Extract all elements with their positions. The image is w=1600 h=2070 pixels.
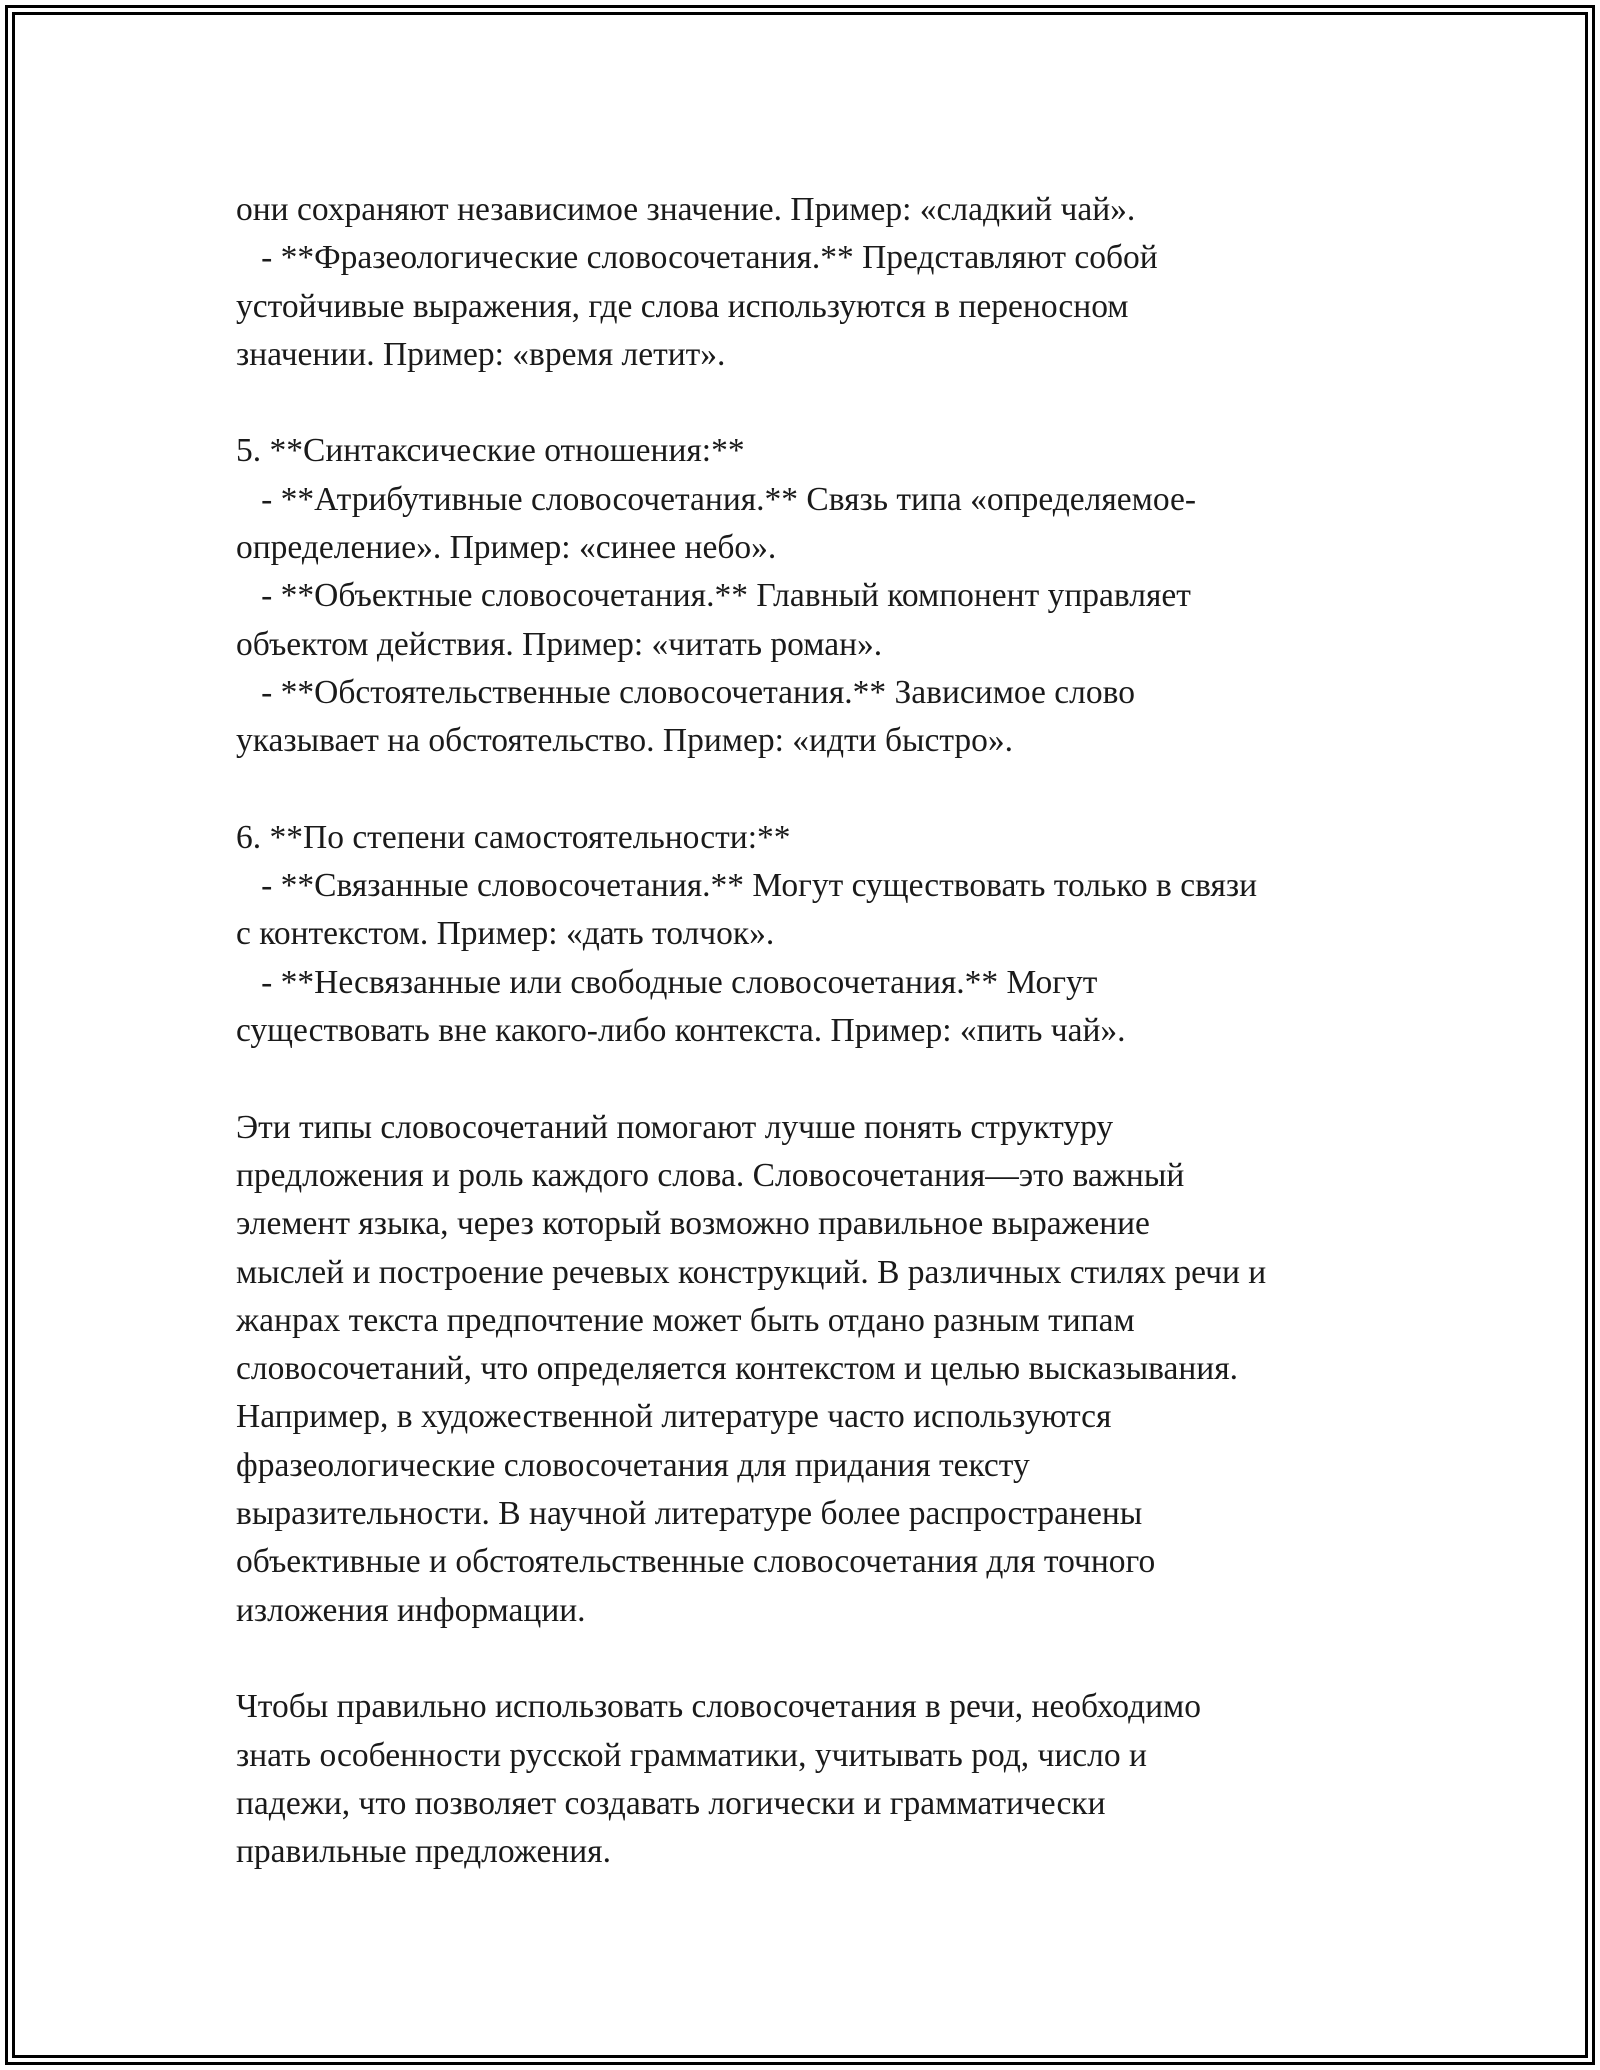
text-line: Например, в художественной литературе часто используются (236, 1398, 1112, 1436)
text-line: - **Обстоятельственные словосочетания.** Зависимое слово (236, 673, 1135, 711)
blank-line (236, 1055, 1396, 1103)
text-line: выразительности. В научной литературе более распространены (236, 1495, 1143, 1533)
text-line: изложения информации. (236, 1591, 586, 1629)
section-heading: 5. **Синтаксические отношения:** (236, 432, 745, 470)
text-line: - **Несвязанные или свободные словосочетания.** Могут (236, 963, 1098, 1001)
text-line: жанрах текста предпочтение может быть отдано разным типам (236, 1301, 1135, 1339)
text-line: - **Объектные словосочетания.** Главный компонент управляет (236, 577, 1191, 615)
text-line: указывает на обстоятельство. Пример: «идти быстро». (236, 722, 1014, 760)
section-heading: 6. **По степени самостоятельности:** (236, 818, 791, 856)
text-line: объективные и обстоятельственные словосочетания для точного (236, 1543, 1156, 1581)
text-line: словосочетаний, что определяется контекстом и целью высказывания. (236, 1350, 1238, 1388)
text-line: предложения и роль каждого слова. Словосочетания—это важный (236, 1156, 1185, 1194)
text-line: мыслей и построение речевых конструкций. В различных стилях речи и (236, 1253, 1267, 1291)
text-line: определение». Пример: «синее небо». (236, 529, 777, 567)
text-line: - **Связанные словосочетания.** Могут существовать только в связи (236, 867, 1258, 905)
text-line: они сохраняют независимое значение. Пример: «сладкий чай». (236, 191, 1136, 228)
text-line: с контекстом. Пример: «дать толчок». (236, 915, 775, 953)
text-line: Эти типы словосочетаний помогают лучше понять структуру (236, 1108, 1114, 1146)
document-body (236, 186, 1396, 1876)
text-line: падежи, что позволяет создавать логически и грамматически (236, 1784, 1106, 1822)
blank-line (236, 1635, 1396, 1683)
text-line: - **Фразеологические словосочетания.** Представляют собой (236, 239, 1158, 277)
text-line: существовать вне какого-либо контекста. Пример: «пить чай». (236, 1012, 1126, 1050)
text-line: правильные предложения. (236, 1833, 611, 1871)
text-line: устойчивые выражения, где слова используются в переносном (236, 287, 1129, 325)
text-line: объектом действия. Пример: «читать роман». (236, 625, 883, 663)
text-line: значении. Пример: «время летит». (236, 335, 726, 373)
text-line: Чтобы правильно использовать словосочетания в речи, необходимо (236, 1688, 1202, 1726)
blank-line (236, 379, 1396, 427)
blank-line (236, 766, 1396, 814)
text-line: знать особенности русской грамматики, учитывать род, число и (236, 1736, 1147, 1774)
text-line: фразеологические словосочетания для придания тексту (236, 1446, 1030, 1484)
text-line: - **Атрибутивные словосочетания.** Связь типа «определяемое- (236, 480, 1197, 518)
text-line: элемент языка, через который возможно правильное выражение (236, 1205, 1150, 1243)
